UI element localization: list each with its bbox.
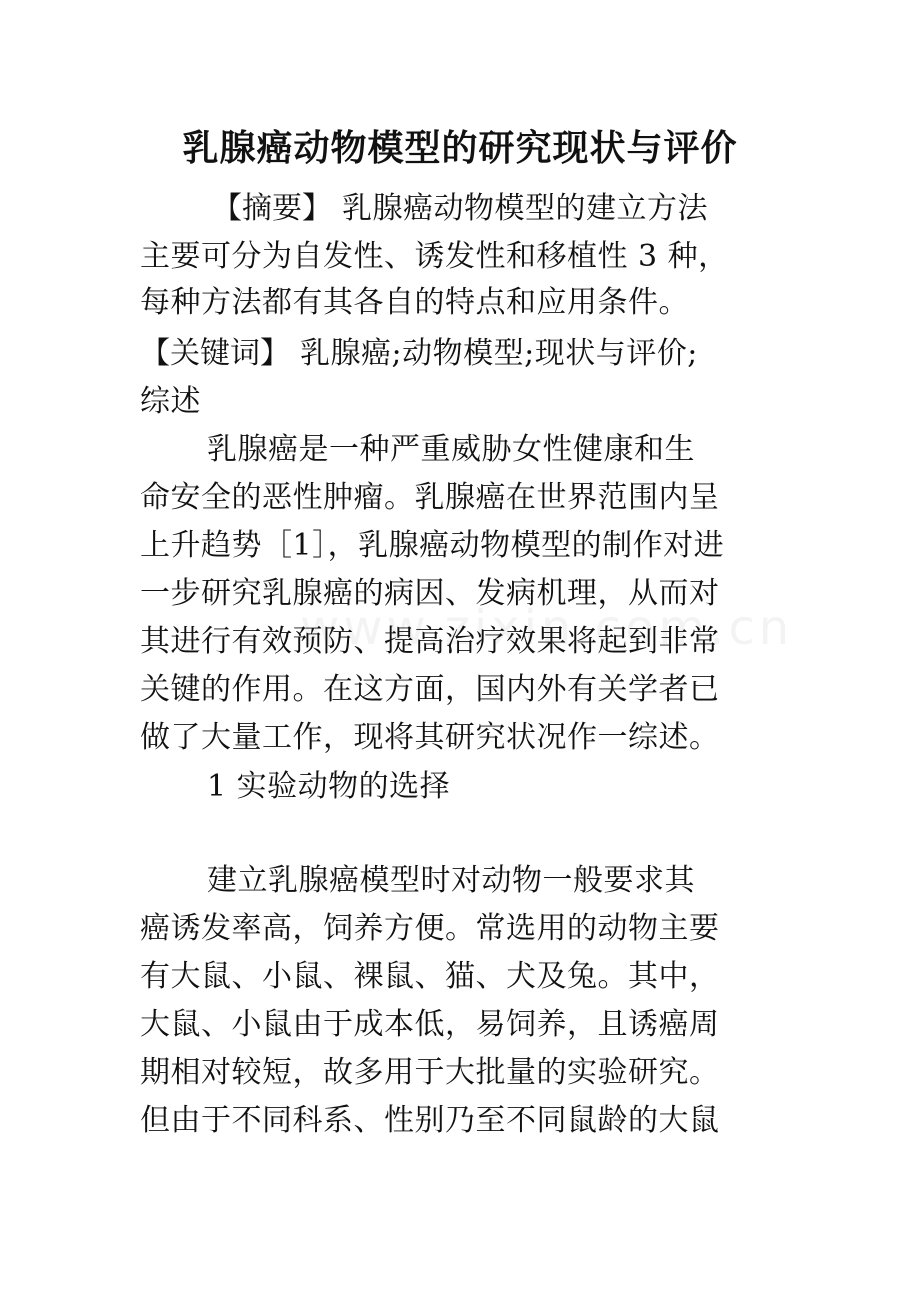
- intro-line-6: 关键的作用。在这方面，国内外有关学者已: [140, 672, 720, 707]
- intro-line-4: 一步研究乳腺癌的病因、发病机理，从而对: [140, 576, 720, 611]
- keywords-line-2: 综述: [140, 384, 201, 419]
- section-1-line-5: 期相对较短，故多用于大批量的实验研究。: [140, 1055, 720, 1090]
- intro-line-2: 命安全的恶性肿瘤。乳腺癌在世界范围内呈: [140, 480, 720, 515]
- section-1-heading: 1 实验动物的选择: [207, 769, 451, 804]
- abstract-line-3: 每种方法都有其各自的特点和应用条件。: [140, 285, 689, 320]
- section-1-line-4: 大鼠、小鼠由于成本低，易饲养，且诱癌周: [140, 1007, 720, 1042]
- intro-line-3: 上升趋势［1］，乳腺癌动物模型的制作对进: [140, 528, 725, 563]
- intro-line-7: 做了大量工作，现将其研究状况作一综述。: [140, 720, 720, 755]
- section-1-line-6: 但由于不同科系、性别乃至不同鼠龄的大鼠: [140, 1103, 720, 1138]
- keywords-label: 【关键词】: [140, 336, 290, 371]
- keywords-line-1: [140, 331, 698, 377]
- document-title: 乳腺癌动物模型的研究现状与评价: [182, 127, 738, 169]
- section-1-line-2: 癌诱发率高，饲养方便。常选用的动物主要: [140, 911, 720, 946]
- abstract-label: 【摘要】: [212, 191, 332, 226]
- intro-line-1: 乳腺癌是一种严重威胁女性健康和生: [207, 432, 695, 467]
- section-1-line-3: 有大鼠、小鼠、裸鼠、猫、犬及兔。其中，: [140, 959, 720, 994]
- intro-line-5: 其进行有效预防、提高治疗效果将起到非常: [140, 624, 720, 659]
- keywords-text-1: 乳腺癌;动物模型;现状与评价;: [300, 336, 698, 371]
- abstract-text-1: 乳腺癌动物模型的建立方法: [342, 191, 709, 226]
- abstract-line-2: 主要可分为自发性、诱发性和移植性 3 种，: [140, 239, 729, 274]
- section-1-line-1: 建立乳腺癌模型时对动物一般要求其: [207, 863, 695, 898]
- abstract-line-1: [212, 186, 708, 232]
